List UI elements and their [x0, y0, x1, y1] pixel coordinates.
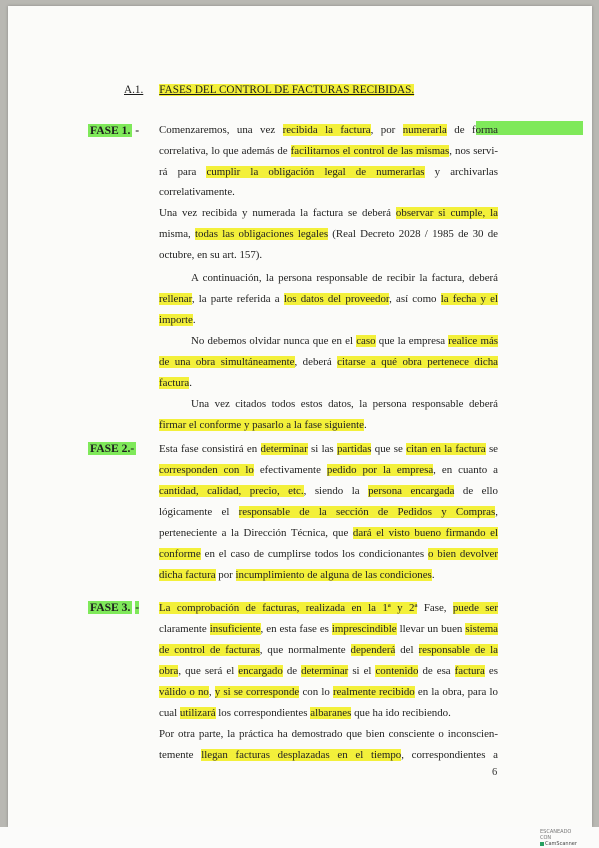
text-run: se [485, 443, 499, 455]
fase1-line [159, 272, 498, 284]
fase3-line [159, 686, 498, 698]
scanner-watermark [540, 829, 580, 847]
section-heading [124, 84, 414, 96]
text-run: con lo [299, 686, 333, 698]
text-run: que se [371, 443, 407, 455]
text-run: numerarla [402, 124, 447, 136]
text-run: pedido por la empresa [326, 464, 434, 476]
fase1-line [159, 207, 498, 219]
fase2-label: FASE 2.- [90, 442, 135, 455]
text-run: cual [159, 707, 180, 719]
text-run: No debemos olvidar nunca que en el [191, 335, 357, 347]
text-run: y archivarlas [424, 166, 498, 178]
text-run: importe [159, 314, 193, 326]
text-run: realmente recibido [332, 686, 415, 698]
text-run: insuficiente [209, 623, 261, 635]
text-run: correlativamente. [159, 186, 235, 198]
text-run: Una vez recibida y numerada la factura se deberá [159, 207, 396, 219]
fase3-line [159, 602, 498, 614]
text-run: que ha ido recibiendo. [351, 707, 451, 719]
text-run: lógicamente el [159, 506, 239, 518]
text-run: albaranes [310, 707, 352, 719]
text-run: Fase, [417, 602, 453, 614]
text-run: de forma [446, 124, 498, 136]
text-run: Comenzaremos, una vez [159, 124, 283, 136]
fase1-line [159, 293, 498, 305]
text-run: que la empresa [375, 335, 449, 347]
fase1-line [159, 356, 498, 368]
fase2-line [159, 464, 498, 476]
text-run: llegan facturas desplazadas en el tiempo [201, 749, 402, 761]
fase3-line [159, 644, 498, 656]
scanner-watermark-line2: CamScanner [540, 841, 580, 847]
text-run: perteneciente a la Dirección Técnica, que [159, 527, 353, 539]
text-run: imprescindible [331, 623, 397, 635]
text-run: sistema [465, 623, 498, 635]
text-run: factura [159, 377, 190, 389]
text-run: realizada en la 1ª y 2ª [305, 602, 418, 614]
fase1-line [159, 335, 498, 347]
text-run: correlativa, lo que además de [159, 145, 291, 157]
fase2-line [159, 443, 498, 455]
text-run: citarse a qué obra pertenece dicha [337, 356, 499, 368]
text-run: cantidad, calidad, precio, etc. [159, 485, 304, 497]
text-run: observar si cumple, la [395, 207, 498, 219]
text-run: obra [159, 665, 179, 677]
text-run: , que normalmente [259, 644, 351, 656]
fase2-line [159, 569, 498, 581]
text-run: , [495, 506, 498, 518]
text-run: encargado [238, 665, 283, 677]
text-run: utilizará [179, 707, 216, 719]
text-run: puede ser [452, 602, 499, 614]
text-run: los datos del proveedor [283, 293, 390, 305]
fase2-line [159, 506, 498, 518]
text-run: A continuación, la persona responsable de recibir la factura, deberá [191, 272, 498, 284]
text-run: contenido [375, 665, 419, 677]
fase1-line [159, 314, 498, 326]
text-run: de ello [454, 485, 498, 497]
text-run: , así como [389, 293, 441, 305]
text-run: de control de facturas [159, 644, 260, 656]
fase3-line [159, 749, 498, 761]
text-run: en el caso de cumplirse todos los condicionantes [200, 548, 428, 560]
text-run: caso [356, 335, 376, 347]
text-run: corresponden con lo [159, 464, 254, 476]
text-run: dará el visto bueno firmando el [352, 527, 498, 539]
text-run: , siendo la [303, 485, 369, 497]
text-run: . [431, 569, 435, 581]
text-run: (Real Decreto 2028 / 1985 de 30 de [328, 228, 498, 240]
text-run: responsable de la [418, 644, 498, 656]
fase3-line [159, 665, 498, 677]
text-run: responsable de la sección de Pedidos y Compras [238, 506, 496, 518]
fase1-line [159, 124, 498, 136]
text-run: , nos servi- [449, 145, 498, 157]
text-run: . [364, 419, 367, 431]
fase2-line [159, 527, 498, 539]
text-run: y si se corresponde [214, 686, 300, 698]
scanner-watermark-line1: ESCANEADO CON [540, 829, 572, 841]
text-run: , en cuanto a [433, 464, 498, 476]
camscanner-icon [540, 842, 544, 846]
fase1-line [159, 398, 498, 410]
fase1-line [159, 166, 498, 178]
text-run: , deberá [294, 356, 338, 368]
fase1-line [159, 419, 498, 431]
text-run: de esa [418, 665, 455, 677]
text-run: citan en la factura [406, 443, 486, 455]
text-run: , [208, 686, 215, 698]
text-run: misma, [159, 228, 195, 240]
text-run: realice más [448, 335, 499, 347]
text-run: o bien devolver [427, 548, 498, 560]
fase3-line [159, 623, 498, 635]
fase1-line [159, 228, 498, 240]
text-run: octubre, en su art. 157). [159, 249, 263, 261]
text-run: incumplimiento de alguna de las condiciones [235, 569, 432, 581]
text-run: recibida la factura [282, 124, 371, 136]
fase1-line [159, 249, 498, 261]
text-run: firmar el conforme y pasarlo a la fase siguiente [159, 419, 365, 431]
fase1-line [159, 377, 498, 389]
text-run: del [395, 644, 419, 656]
text-run: facilitarnos el control de las mismas [290, 145, 450, 157]
fase3-label: FASE 3. - [90, 601, 140, 614]
text-run: factura [454, 665, 485, 677]
text-run: La comprobación de facturas, [159, 602, 306, 614]
text-run: partidas [336, 443, 372, 455]
page-number: 6 [492, 767, 498, 778]
text-run: Por otra parte, la práctica ha demostrado que bien consciente o inconscien- [159, 728, 498, 740]
text-run: es [484, 665, 498, 677]
text-run: . [189, 377, 192, 389]
fase1-line [159, 186, 498, 198]
text-run: , la parte referida a [191, 293, 284, 305]
text-run: , por [370, 124, 403, 136]
text-run: si las [307, 443, 337, 455]
text-run: Una vez citados todos estos datos, la persona responsable deberá [191, 398, 498, 410]
fase3-line [159, 728, 498, 740]
section-title: FASES DEL CONTROL DE FACTURAS RECIBIDAS. [159, 84, 415, 96]
text-run: todas las obligaciones legales [195, 228, 329, 240]
text-run: rellenar [159, 293, 192, 305]
text-run: claramente [159, 623, 210, 635]
text-run: de una obra simultáneamente [159, 356, 295, 368]
text-run: si el [348, 665, 376, 677]
text-run: conforme [159, 548, 201, 560]
text-run: la fecha y el [440, 293, 498, 305]
section-number: A.1. [124, 84, 144, 96]
text-run: rá para [159, 166, 207, 178]
text-run: llevar un buen [396, 623, 466, 635]
text-run: cumplir la obligación legal de numerarlas [206, 166, 425, 178]
text-run: , en esta fase es [260, 623, 332, 635]
fase3-line [159, 707, 498, 719]
text-run: . [192, 314, 196, 326]
text-run: en la obra, para lo [414, 686, 498, 698]
text-run: dicha factura [159, 569, 216, 581]
text-run: determinar [301, 665, 349, 677]
text-run: persona encargada [368, 485, 455, 497]
text-run: determinar [260, 443, 308, 455]
fase2-line [159, 548, 498, 560]
text-run: válido o no [159, 686, 209, 698]
fase1-line [159, 145, 498, 157]
text-run: efectivamente [253, 464, 327, 476]
text-run: los correspondientes [215, 707, 311, 719]
text-run: de [282, 665, 302, 677]
text-run: Esta fase consistirá en [159, 443, 261, 455]
text-run: , correspondientes a [401, 749, 498, 761]
text-run: dependerá [350, 644, 396, 656]
text-run: , que será el [178, 665, 239, 677]
text-run: por [215, 569, 236, 581]
page-bottom-margin [0, 827, 599, 848]
fase1-label: FASE 1. - [90, 124, 140, 137]
text-run: temente [159, 749, 202, 761]
fase2-line [159, 485, 498, 497]
